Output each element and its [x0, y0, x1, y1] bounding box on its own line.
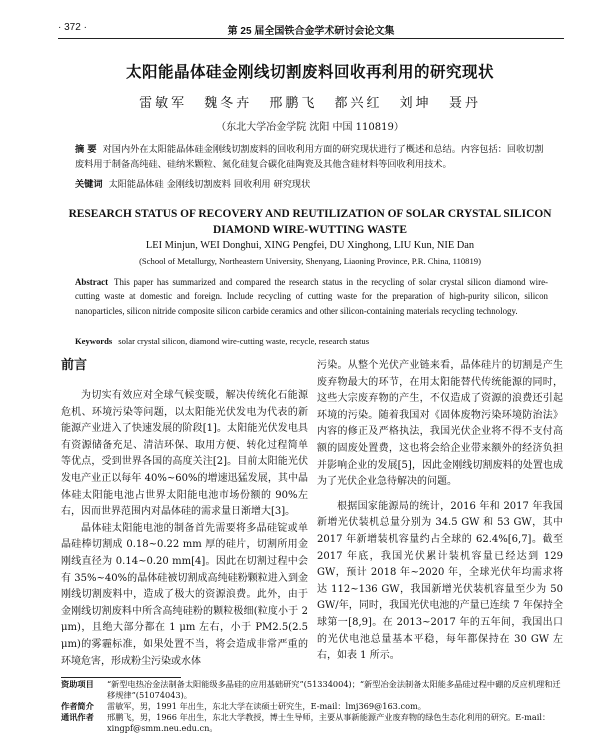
chinese-keywords-label: 关键词 [75, 179, 103, 190]
english-keywords [75, 336, 548, 346]
journal-title: 第 25 届全国铁合金学术研讨会论文集 [227, 26, 395, 37]
footnote-author-text: 雷敏军，男，1991 年出生，东北大学在读硕士研究生，E-mail：lmj369@163.com。 [107, 701, 426, 711]
english-title: RESEARCH STATUS OF RECOVERY AND REUTILIZATION OF SOLAR CRYSTAL SILICON DIAMOND WIRE-WUTTING WASTE [68, 208, 552, 236]
right-column [317, 358, 563, 665]
chinese-keywords [75, 176, 548, 190]
footnote-funding-text: “新型电热冶金法制备太阳能级多晶硅的应用基础研究”(51334004)；“新型冶金法制备太阳能多晶硅过程中硼的反应机理和迁移规律”(51074043)。 [107, 679, 561, 700]
chinese-affiliation: （东北大学冶金学院 沈阳 中国 110819） [216, 122, 404, 133]
footnote-funding [61, 679, 564, 701]
header-rule [58, 38, 564, 39]
english-abstract-label: Abstract [75, 277, 109, 287]
english-abstract-text: This paper has summarized and compared the research status in the recycling of solar crystal silicon diamond wire-cutting waste at domestic and foreign. Include recycling of cutting waste for the preparation of high-purity silicon, silicon nanoparticles, silicon nitride composite silicon carbide ceramics and other silicon-containing materials recycling technology. [75, 277, 548, 316]
chinese-abstract-text: 对国内外在太阳能晶体硅金刚线切割废料的回收利用方面的研究现状进行了概述和总结。内容包括：回收切割废料用于制备高纯硅、硅纳米颗粒、氮化硅复合碳化硅陶瓷及其他含硅材料等回收利用技术。 [75, 144, 544, 170]
right-paragraph-1: 污染。从整个光伏产业链来看，晶体硅片的切割是产生废弃物最大的环节，在用太阳能替代传统能源的同时，这些大宗废弃物的产生，不仅造成了资源的浪费还引起环境的污染。随着我国对《固体废物污染环境防治法》内容的修正及严格执法，我国光伏企业将不得不支付高额的固废处置费，这也将会给企业带来额外的经济负担并影响企业的发展[5]，因此金刚线切割废料的处置也成为了光伏企业急待解决的问题。 [317, 360, 563, 488]
chinese-authors: 雷敏军 魏冬卉 邢鹏飞 都兴红 刘坤 聂丹 [139, 96, 481, 111]
english-keywords-label: Keywords [75, 336, 113, 346]
running-header [58, 22, 564, 38]
chinese-keywords-text: 太阳能晶体硅 金刚线切割废料 回收利用 研究现状 [108, 179, 311, 190]
page-number: · 372 · [58, 22, 87, 33]
left-paragraph-1: 为切实有效应对全球气候变暖，解决传统化石能源危机、环境污染等问题，以太阳能光伏发电为代表的新能源产业进入了快速发展的阶段[1]。太阳能光伏发电具有资源储备充足、清洁环保、取用方便、转化过程简单等优点，受到世界各国的高度关注[2]。目前太阳能光伏发电产业正以每年 40%~60%的增速迅猛发展，其中晶体硅太阳能电池占世界太阳能电池市场份额的 90%左右，因而世界范围内对晶体硅的需求量日渐增大[3]。 [61, 390, 308, 518]
english-authors: LEI Minjun, WEI Donghui, XING Pengfei, DU Xinghong, LIU Kun, NIE Dan [145, 240, 475, 251]
right-paragraph-2: 根据国家能源局的统计，2016 年和 2017 年我国新增光伏装机总量分别为 34.5 GW 和 53 GW，其中 2017 年新增装机容量约占全球的 62.4%[6,7]。截至 2017 年底，我国光伏累计装机容量已经达到 129 GW，预计 2018 年~2020 年，全球光伏年均需求将达 112~136 GW，我国新增光伏装机容量至少为 50 GW/年，同时，我国光伏电池的产量已连续 7 年保持全球第一[8,9]。在 2013~2017 年的五年间，我国出口的光伏电池总量基本平稳，每年都保持在 30 GW 左右，如表 1 所示。 [317, 500, 563, 662]
footnotes [61, 679, 564, 734]
chinese-abstract [75, 142, 548, 172]
footnote-funding-label: 资助项目 [61, 679, 94, 689]
footnote-author-label: 作者简介 [61, 701, 94, 711]
chinese-title: 太阳能晶体硅金刚线切割废料回收再利用的研究现状 [125, 63, 494, 81]
left-paragraph-2: 晶体硅太阳能电池的制备首先需要将多晶硅锭或单晶硅棒切割成 0.18~0.22 mm 厚的硅片，切割所用金刚线直径为 0.14~0.20 mm[4]。因此在切割过程中会有 35%~40%的晶体硅被切割成高纯硅粉颗粒进入到金刚线切割废料中，造成了极大的资源浪费。此外，由于金刚线切割废料中所含高纯硅粉的颗粒极细(粒度小于 2 μm)，且绝大部分都在 1 μm 左右，小于 PM2.5(2.5 μm)的雾霾标准，如果处置不当，将会造成非常严重的环境危害，形成粉尘污染或水体 [61, 522, 308, 667]
english-affiliation: (School of Metallurgy, Northeastern University, Shenyang, Liaoning Province, P.R. China, 110819) [139, 256, 481, 266]
english-keywords-text: solar crystal silicon, diamond wire-cutting waste, recycle, research status [118, 336, 370, 346]
footnote-corresponding [61, 712, 564, 734]
chinese-abstract-label: 摘 要 [75, 144, 97, 155]
left-column [61, 358, 308, 670]
footnote-author-bio [61, 701, 564, 712]
section-title: 前言 [61, 358, 88, 373]
footnote-rule [61, 677, 181, 678]
english-abstract [75, 275, 548, 318]
footnote-corresponding-text: 邢鹏飞，男，1966 年出生，东北大学教授，博士生导师，主要从事新能源产业废弃物的绿色生态化利用的研究。E-mail：xingpf@smm.neu.edu.cn。 [107, 712, 551, 733]
footnote-corresponding-label: 通讯作者 [61, 712, 94, 722]
